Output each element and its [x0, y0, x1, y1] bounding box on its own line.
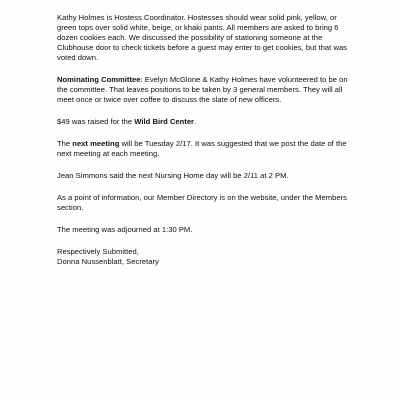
nominating-committee-heading: Nominating Committee: [57, 75, 141, 84]
nursing-home-paragraph: [57, 171, 357, 181]
directory-text: As a point of information, our Member Directory is on the website, under the Members section.: [57, 193, 347, 212]
nominating-paragraph: [57, 75, 357, 105]
hostess-text: Kathy Holmes is Hostess Coordinator. Hostesses should wear solid pink, yellow, or green tops over solid white, beige, or khaki pants. All members are asked to bring 6 dozen cookies each. We discussed the possibility of stationing someone at the Clubhouse door to check tickets before a guest may enter to get cookies, but that was voted down.: [57, 13, 348, 62]
next-meeting-paragraph: [57, 139, 357, 159]
nursing-text: Jean Simmons said the next Nursing Home day will be 2/11 at 2 PM.: [57, 171, 289, 180]
signature-closing: Respectively Submitted,: [57, 247, 139, 256]
raised-end: .: [194, 117, 197, 126]
nominating-text: : Evelyn McGlone & Kathy Holmes have volunteered to be on the committee. That leaves positions to be taken by 3 general members. They will all meet once or twice over coffee to discuss the slate of new officers.: [57, 75, 348, 104]
next-meeting-label: next meeting: [72, 139, 120, 148]
raised-text: $49 was raised for the: [57, 117, 135, 126]
adjourned-text: The meeting was adjourned at 1:30 PM.: [57, 225, 193, 234]
meeting-text-start: The: [57, 139, 73, 148]
meeting-text-end: will be Tuesday 2/17. It was suggested that we post the date of the next meeting at each meeting.: [57, 139, 347, 158]
minutes-body: [57, 13, 357, 267]
directory-paragraph: [57, 193, 357, 213]
signature-name: Donna Nussenblatt, Secretary: [57, 257, 159, 266]
wild-bird-center-label: Wild Bird Center: [134, 117, 195, 126]
adjourned-paragraph: [57, 225, 357, 235]
fundraising-paragraph: [57, 117, 357, 127]
hostess-paragraph: [57, 13, 357, 63]
